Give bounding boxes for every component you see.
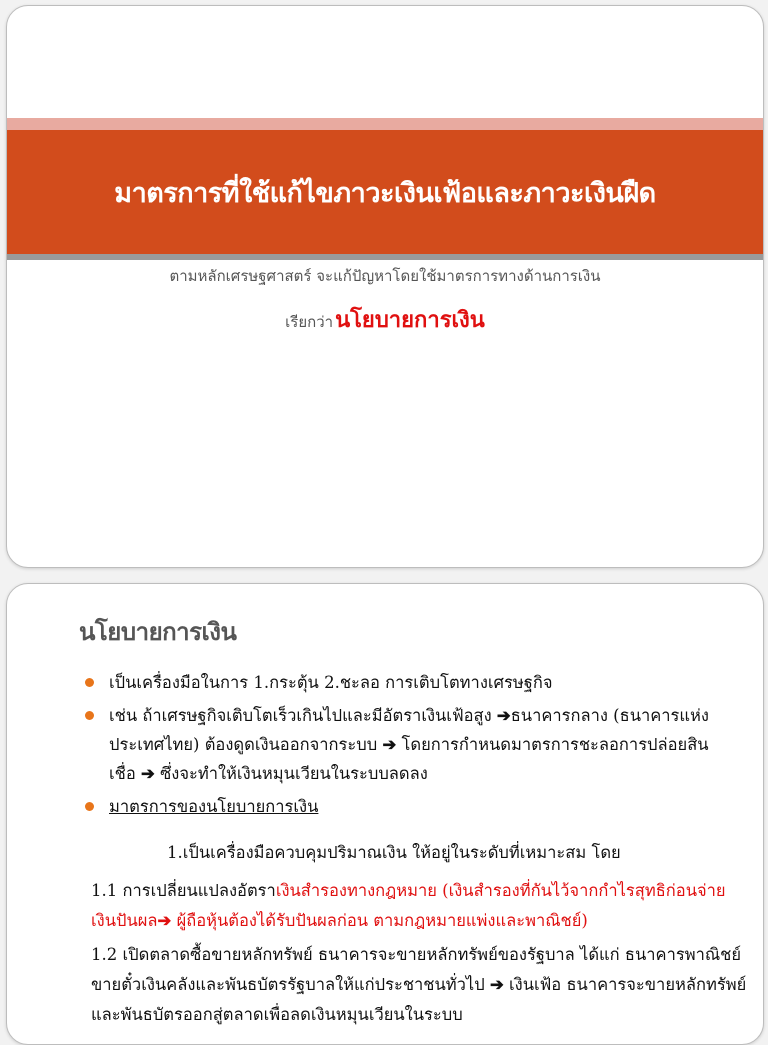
title-band-bottom-stripe — [7, 254, 763, 260]
bullet-list — [83, 668, 733, 825]
slide-1-title: มาตรการที่ใช้แก้ไขภาวะเงินเฟ้อและภาวะเงินฝืด — [114, 177, 656, 209]
bullet-dot-icon — [85, 711, 94, 720]
list-item — [83, 668, 733, 697]
measure-item-1-2 — [91, 940, 751, 1030]
bullet-2-part-4: ซึ่งจะทำให้เงินหมุนเวียนในระบบลดลง — [154, 764, 428, 783]
item-1-1-prefix: 1.1 การเปลี่ยนแปลงอัตรา — [91, 881, 276, 900]
bullet-dot-icon — [85, 802, 94, 811]
slide-1-subtitle-line-2 — [7, 302, 763, 337]
bullet-1-text: เป็นเครื่องมือในการ 1.กระตุ้น 2.ชะลอ การเติบโตทางเศรษฐกิจ — [109, 673, 553, 692]
bullet-2-part-1: เช่น ถ้าเศรษฐกิจเติบโตเร็วเกินไปและมีอัตราเงินเฟ้อสูง — [109, 706, 497, 725]
measure-item-1: 1.เป็นเครื่องมือควบคุมปริมาณเงิน ให้อยู่ในระดับที่เหมาะสม โดย — [167, 843, 621, 862]
subtitle-prefix: เรียกว่า — [285, 313, 334, 331]
bullet-dot-icon — [85, 678, 94, 687]
item-1-2-part-2: เงินเฟ้อ ธนาคารจะขายหลักทรัพย์และพันธบัตรออกสู่ตลาดเพื่อลดเงินหมุนเวียนในระบบ — [91, 975, 747, 1024]
arrow-right-icon: ➔ — [141, 764, 155, 783]
arrow-right-icon: ➔ — [489, 975, 504, 994]
bullet-3-text: มาตรการของนโยบายการเงิน — [109, 797, 319, 816]
slide-2-title: นโยบายการเงิน — [79, 618, 237, 646]
subtitle-highlight: นโยบายการเงิน — [335, 308, 485, 333]
title-band-top-stripe — [7, 118, 763, 130]
slide-1 — [6, 5, 764, 568]
arrow-right-icon: ➔ — [382, 735, 397, 754]
list-item — [83, 701, 733, 788]
item-1-1-red-2: ผู้ถือหุ้นต้องได้รับปันผลก่อน ตามกฎหมายแพ่งและพาณิชย์) — [171, 911, 588, 930]
slide-2 — [6, 583, 764, 1045]
slide-1-subtitle-line-1: ตามหลักเศรษฐศาสตร์ จะแก้ปัญหาโดยใช้มาตรการทางด้านการเงิน — [169, 267, 601, 285]
list-item — [83, 792, 733, 821]
measure-item-1-1 — [91, 876, 741, 936]
item-1-2-part-1: 1.2 เปิดตลาดซื้อขายหลักทรัพย์ ธนาคารจะขายหลักทรัพย์ของรัฐบาล ได้แก่ ธนาคารพาณิชย์ขายตั๋วเงินคลังและพันธบัตรรัฐบาลให้แก่ประชาชนทั่วไป — [91, 945, 742, 994]
bullet-2-part-2: ธนาคารกลาง (ธนาคารแห่งประเทศไทย) ต้องดูดเงินออกจากระบบ — [109, 706, 709, 754]
arrow-right-icon: ➔ — [157, 911, 172, 930]
item-1-1-red-1: เงินสำรองทางกฎหมาย (เงินสำรองที่กันไว้จากกำไรสุทธิก่อนจ่ายเงินปันผล — [91, 881, 726, 930]
arrow-right-icon: ➔ — [496, 706, 511, 725]
bullet-2-part-3: โดยการกำหนดมาตรการชะลอการปล่อยสินเชื่อ — [109, 735, 709, 783]
